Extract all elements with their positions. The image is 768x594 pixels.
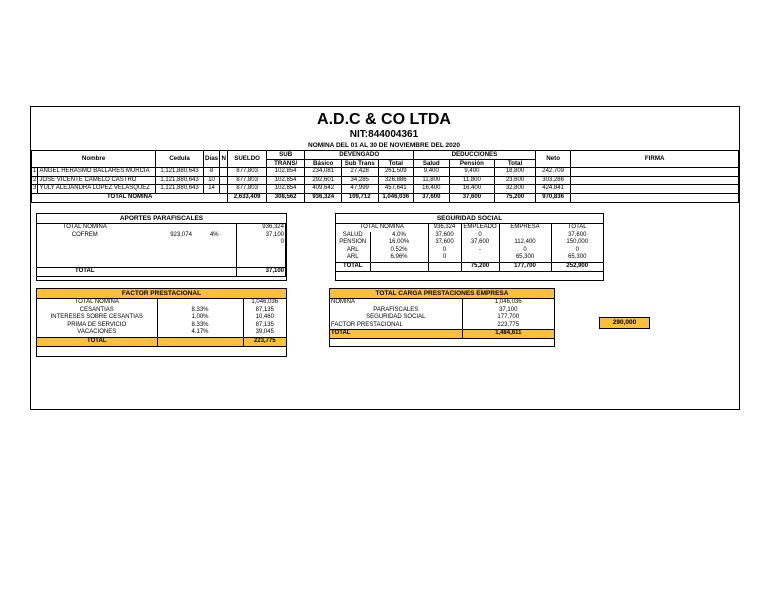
employee-name: YULY ALEJANDRA LOPEZ VELASQUEZ (38, 185, 156, 194)
factor-row-label: CESANTIAS (37, 307, 157, 315)
employee-firma (571, 185, 739, 194)
header-sub: SUB (266, 151, 305, 160)
factor-title: FACTOR PRESTACIONAL (37, 289, 286, 299)
header-nombre: Nombre (32, 151, 156, 168)
table-row (32, 176, 739, 185)
factor-total-value: 223,775 (243, 337, 286, 346)
factor-row-label: PRIMA DE SERVICIO (37, 322, 157, 330)
employee-dias: 10 (203, 176, 219, 185)
employee-n (220, 168, 228, 177)
total-ded-total: 75,200 (495, 193, 536, 202)
aportes-parafiscales-box (36, 213, 287, 281)
employee-neto: 303,286 (535, 176, 571, 185)
factor-row-pct (157, 299, 243, 307)
seguridad-total-empleado: 75,200 (461, 262, 499, 271)
factor-total-label: TOTAL (37, 337, 157, 346)
seguridad-header-empleado: EMPLEADO (461, 224, 499, 232)
seguridad-row-pct: 4.0% (370, 232, 428, 240)
table-row (32, 168, 739, 177)
employee-subtrans: 102,854 (266, 168, 305, 177)
header-firma: FIRMA (571, 151, 739, 168)
seguridad-row-empresa: 112,400 (499, 239, 551, 247)
aportes-total-nomina-label: TOTAL NOMINA (62, 224, 107, 230)
employee-sueldo: 877,803 (228, 185, 267, 194)
header-ded-total: Total (495, 159, 536, 168)
table-row (32, 185, 739, 194)
seguridad-total-label: TOTAL (336, 262, 370, 271)
aportes-cofrem-label: COFREM (71, 231, 98, 238)
total-neto: 970,836 (535, 193, 571, 202)
seguridad-row-empresa: 65,300 (499, 254, 551, 262)
employee-salud: 16,400 (414, 185, 450, 194)
factor-row-pct: 4.17% (157, 329, 243, 337)
employee-dev-sub: 47,999 (341, 185, 378, 194)
employee-salud: 11,800 (414, 176, 450, 185)
seguridad-row-empleado: 37,600 (461, 239, 499, 247)
employee-dev-total: 326,886 (378, 176, 414, 185)
header-salud: Salud (414, 159, 450, 168)
employee-neto: 424,841 (535, 185, 571, 194)
seguridad-row-label: ARL (336, 254, 370, 262)
carga-row-label: NOMINA (330, 299, 462, 307)
employee-salud: 9,400 (414, 168, 450, 177)
payroll-period: NOMINA DEL 01 AL 30 DE NOVIEMBRE DEL 2020 (308, 142, 460, 149)
header-trans: TRANS/ (266, 159, 305, 168)
seguridad-row-empleado: - (461, 247, 499, 255)
employee-dias: 14 (203, 185, 219, 194)
aportes-cofrem-pct: 4% (193, 232, 236, 240)
seguridad-row-empresa: 0 (499, 247, 551, 255)
employee-basico: 409,642 (305, 185, 342, 194)
payroll-total-row (32, 193, 739, 202)
employee-dev-sub: 27,428 (341, 168, 378, 177)
carga-title: TOTAL CARGA PRESTACIONES EMPRESA (330, 289, 554, 299)
carga-row-value: 37,100 (462, 307, 554, 315)
carga-row-value: 223,775 (462, 322, 554, 330)
total-firma (571, 193, 739, 202)
employee-ded-total: 18,800 (495, 168, 536, 177)
employee-basico: 292,601 (305, 176, 342, 185)
company-name: A.D.C & CO LTDA (317, 111, 451, 128)
header-sueldo: SUELDO (228, 151, 267, 168)
carga-row-label: SEGURIDAD SOCIAL (330, 314, 462, 322)
row-number: 1 (32, 168, 38, 177)
factor-row-value: 1,046,036 (243, 299, 286, 307)
header-dias: Dias (203, 151, 219, 168)
total-nomina-label: TOTAL NOMINA (32, 193, 228, 202)
employee-n (220, 176, 228, 185)
seguridad-row-base: 0 (428, 247, 461, 255)
seguridad-row-total: 37,600 (551, 232, 603, 240)
header-dev-sub-trans: Sub Trans (341, 159, 378, 168)
seguridad-row-pct: 0.52% (370, 247, 428, 255)
factor-prestacional-box (36, 288, 287, 357)
seguridad-row-pct: 16.00% (370, 239, 428, 247)
seguridad-header-total: TOTAL (551, 224, 603, 232)
employee-dev-total: 457,641 (378, 185, 414, 194)
employee-basico: 234,081 (305, 168, 342, 177)
seguridad-row-empleado (461, 254, 499, 262)
factor-row-pct: 1.00% (157, 314, 243, 322)
employee-cedula: 1,121,880,643 (156, 168, 204, 177)
factor-row-label: INTERESES SOBRE CESANTIAS (37, 314, 157, 322)
employee-pension: 11,800 (449, 176, 495, 185)
employee-dev-sub: 34,285 (341, 176, 378, 185)
employee-sueldo: 877,803 (228, 176, 267, 185)
seguridad-total-nomina-label: TOTAL NOMINA (336, 224, 428, 232)
employee-sueldo: 877,803 (228, 168, 267, 177)
seguridad-row-base: 37,600 (428, 239, 461, 247)
total-carga-box (329, 288, 555, 347)
employee-cedula: 1,121,880,643 (156, 176, 204, 185)
factor-row-pct: 8.33% (157, 322, 243, 330)
aportes-cofrem-value: 37,100 (236, 232, 285, 240)
seguridad-row-total: 0 (551, 247, 603, 255)
carga-total-label: TOTAL (330, 330, 462, 339)
carga-row-label: FACTOR PRESTACIONAL (330, 322, 462, 330)
seguridad-row-empresa: 0 (461, 232, 499, 240)
aportes-total-label: TOTAL (37, 268, 133, 277)
carga-total-value: 1,484,611 (462, 330, 554, 339)
seguridad-row-total: 150,000 (551, 239, 603, 247)
carga-row-label: PARAFISCALES (330, 307, 462, 315)
employee-name: JOSE VICENTE CAMELO CASTRO (38, 176, 156, 185)
factor-row-pct: 8.33% (157, 307, 243, 315)
seguridad-row-empleado: 37,600 (428, 232, 461, 240)
row-number: 3 (32, 185, 38, 194)
total-salud: 37,600 (414, 193, 450, 202)
employee-name: ANGEL HERASMO BALLARES MURCIA (38, 168, 156, 177)
seguridad-row-pct: 6.96% (370, 254, 428, 262)
carga-side-total: 290,000 (599, 317, 650, 329)
total-basico: 936,324 (305, 193, 342, 202)
total-pension: 37,600 (449, 193, 495, 202)
aportes-r3-value: 0 (236, 239, 285, 247)
carga-row-value: 1,046,036 (462, 299, 554, 307)
header-pension: Pensión (449, 159, 495, 168)
aportes-title: APORTES PARAFISCALES (37, 214, 286, 224)
aportes-total-value: 37,100 (236, 268, 285, 277)
employee-neto: 242,709 (535, 168, 571, 177)
aportes-total-nomina-value: 936,324 (236, 224, 285, 232)
employee-subtrans: 102,854 (266, 185, 305, 194)
seguridad-header-empresa: EMPRESA (499, 224, 551, 232)
seguridad-row-label: SALUD (336, 232, 370, 240)
seguridad-row-total: 65,300 (551, 254, 603, 262)
factor-row-value: 39,045 (243, 329, 286, 337)
header-deducciones: DEDUCCIONES (414, 151, 536, 160)
header-dev-total: Total (378, 159, 414, 168)
employee-subtrans: 102,854 (266, 176, 305, 185)
total-dev-total: 1,046,036 (378, 193, 414, 202)
employee-dias: 8 (203, 168, 219, 177)
aportes-cofrem-base: 923,074 (170, 231, 192, 238)
employee-cedula: 1,121,880,643 (156, 185, 204, 194)
factor-row-label: TOTAL NOMINA (37, 299, 157, 307)
employee-pension: 16,400 (449, 185, 495, 194)
seguridad-total-nomina-value: 936,324 (428, 224, 461, 232)
seguridad-row-base: 0 (428, 254, 461, 262)
factor-row-label: VACACIONES (37, 329, 157, 337)
header-cedula: Cedula (156, 151, 204, 168)
seguridad-social-box (335, 213, 604, 281)
header-devengado: DEVENGADO (305, 151, 414, 160)
carga-row-value: 177,700 (462, 314, 554, 322)
seguridad-row-label: PENSION (336, 239, 370, 247)
seguridad-row-spacer (499, 232, 551, 240)
factor-row-value: 87,135 (243, 307, 286, 315)
header-neto: Neto (535, 151, 571, 168)
company-nit: NIT:844004361 (349, 129, 419, 140)
payroll-table (31, 150, 739, 203)
factor-row-value: 10,460 (243, 314, 286, 322)
seguridad-row-label: ARL (336, 247, 370, 255)
employee-n (220, 185, 228, 194)
employee-firma (571, 176, 739, 185)
employee-pension: 9,400 (449, 168, 495, 177)
total-subtrans: 308,562 (266, 193, 305, 202)
header-n: N (220, 151, 228, 168)
factor-row-value: 87,135 (243, 322, 286, 330)
employee-ded-total: 32,800 (495, 185, 536, 194)
employee-ded-total: 23,600 (495, 176, 536, 185)
seguridad-title: SEGURIDAD SOCIAL (336, 214, 603, 224)
total-dev-sub: 109,712 (341, 193, 378, 202)
seguridad-total-empresa: 177,700 (499, 262, 551, 271)
header-basico: Básico (305, 159, 342, 168)
total-sueldo: 2,633,409 (228, 193, 267, 202)
employee-firma (571, 168, 739, 177)
row-number: 2 (32, 176, 38, 185)
employee-dev-total: 261,509 (378, 168, 414, 177)
seguridad-total-total: 252,900 (551, 262, 603, 271)
